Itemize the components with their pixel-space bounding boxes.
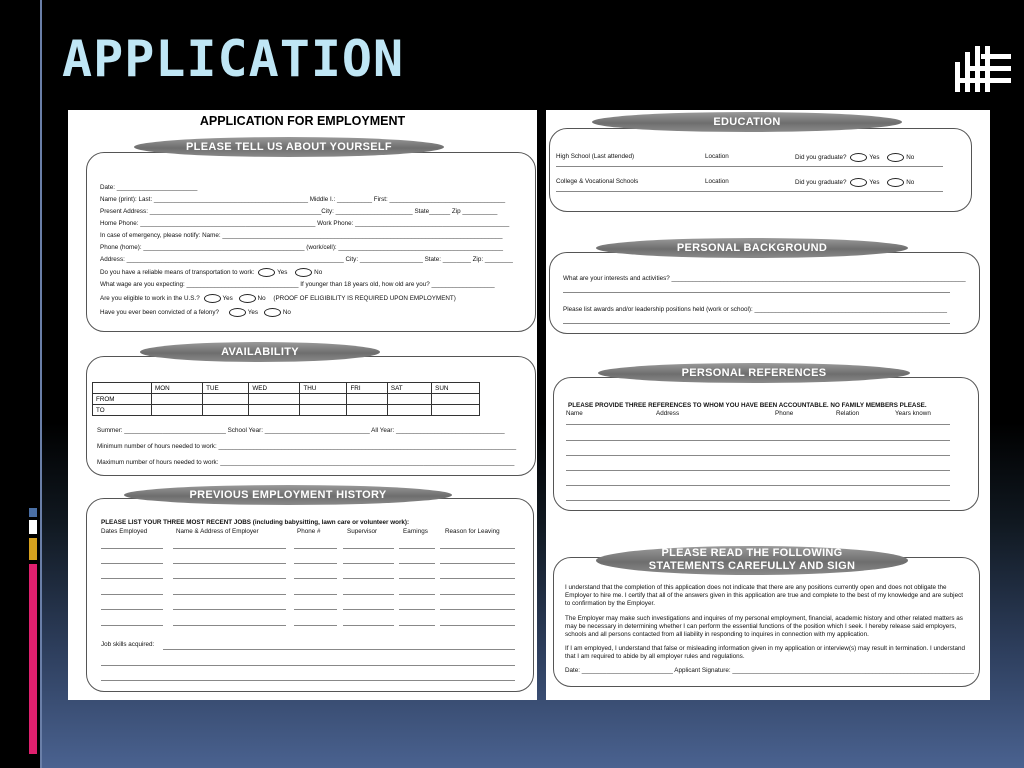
- job-entry-line[interactable]: [173, 563, 286, 564]
- job-entry-line[interactable]: [173, 625, 286, 626]
- col-grad-no-radio[interactable]: [887, 178, 904, 187]
- day-tue: TUE: [203, 383, 249, 394]
- accent-square-white: [29, 520, 37, 534]
- job-entry-line[interactable]: [440, 625, 515, 626]
- ref-col-address: Address: [656, 410, 680, 417]
- reference-entry-line[interactable]: [566, 470, 950, 471]
- form-title: APPLICATION FOR EMPLOYMENT: [199, 114, 406, 128]
- job-entry-line[interactable]: [173, 594, 286, 595]
- job-entry-line[interactable]: [101, 625, 163, 626]
- col-grad-yes-radio[interactable]: [850, 178, 867, 187]
- hs-grad-yes-radio[interactable]: [850, 153, 867, 162]
- ref-col-relation: Relation: [836, 410, 860, 417]
- college-label: College & Vocational Schools: [556, 178, 639, 185]
- eligibility-question: Are you eligible to work in the U.S.? Yes No (PROOF OF ELIGIBILITY IS REQUIRED UPON EMPLOYMENT): [100, 295, 456, 303]
- form-page-left: [68, 110, 537, 700]
- job-entry-line[interactable]: [399, 563, 435, 564]
- name-field[interactable]: Name (print): Last: ____________________________________________ Middle I.: __________ First: _________________________________: [100, 196, 506, 203]
- accent-bar-pink: [29, 564, 37, 754]
- address-field[interactable]: Present Address: _________________________________________________City: ______________________ State______ Zip __________: [100, 208, 498, 215]
- eligible-yes-radio[interactable]: [204, 294, 221, 303]
- day-sun: SUN: [432, 383, 480, 394]
- decorative-lines-icon: [955, 46, 1011, 92]
- job-entry-line[interactable]: [294, 563, 337, 564]
- availability-header: AVAILABILITY: [140, 342, 380, 362]
- reference-entry-line[interactable]: [566, 440, 950, 441]
- transport-no-radio[interactable]: [295, 268, 312, 277]
- interests-line[interactable]: [563, 292, 950, 293]
- transport-yes-radio[interactable]: [258, 268, 275, 277]
- job-entry-line[interactable]: [343, 563, 394, 564]
- job-entry-line[interactable]: [294, 609, 337, 610]
- felony-no-radio[interactable]: [264, 308, 281, 317]
- date-field[interactable]: Date: _______________________: [100, 184, 198, 191]
- education-header: EDUCATION: [592, 112, 902, 132]
- highschool-graduate: Did you graduate? Yes No: [795, 154, 915, 162]
- transport-question: Do you have a reliable means of transportation to work: Yes No: [100, 269, 323, 277]
- row-from: FROM: [93, 394, 152, 405]
- max-hours-field[interactable]: Maximum number of hours needed to work: ____________________________________________________________________________________: [97, 459, 515, 466]
- highschool-line[interactable]: [556, 166, 943, 167]
- about-section: [86, 152, 536, 332]
- job-entry-line[interactable]: [343, 548, 394, 549]
- felony-question: Have you ever been convicted of a felony? Yes No: [100, 309, 291, 317]
- eligible-no-radio[interactable]: [239, 294, 256, 303]
- job-entry-line[interactable]: [101, 563, 163, 564]
- education-section: [549, 128, 972, 212]
- job-entry-line[interactable]: [294, 578, 337, 579]
- college-graduate: Did you graduate? Yes No: [795, 179, 915, 187]
- job-entry-line[interactable]: [101, 548, 163, 549]
- employment-instruction: PLEASE LIST YOUR THREE MOST RECENT JOBS (including babysitting, lawn care or volunteer work):: [101, 519, 410, 526]
- ref-col-name: Name: [566, 410, 583, 417]
- col-reason: Reason for Leaving: [445, 528, 500, 535]
- job-entry-line[interactable]: [173, 609, 286, 610]
- job-entry-line[interactable]: [343, 578, 394, 579]
- statement-paragraph-2: The Employer may make such investigations and inquires of my personal employment, financial, academic history and other related matters as may be necessary in determining whether I can perform the essential functions of the position which I seek. I hereby release said employers, schools and all persons contacted from all liability in responding to inquires in connection with my application.: [565, 615, 963, 638]
- job-entry-line[interactable]: [343, 609, 394, 610]
- job-entry-line[interactable]: [440, 594, 515, 595]
- job-entry-line[interactable]: [399, 594, 435, 595]
- job-skills-line-2[interactable]: [101, 665, 515, 666]
- job-entry-line[interactable]: [173, 548, 286, 549]
- job-entry-line[interactable]: [173, 578, 286, 579]
- interests-field[interactable]: What are your interests and activities? ____________________________________________________________________________________: [563, 275, 966, 282]
- job-entry-line[interactable]: [399, 609, 435, 610]
- col-dates: Dates Employed: [101, 528, 148, 535]
- employment-header: PREVIOUS EMPLOYMENT HISTORY: [124, 485, 452, 505]
- day-wed: WED: [249, 383, 300, 394]
- col-employer: Name & Address of Employer: [176, 528, 259, 535]
- job-skills-line-3[interactable]: [101, 680, 515, 681]
- statement-paragraph-3: If I am employed, I understand that false or misleading information given in my application or interview(s) may result in termination. I understand that I am required to abide by all employer rules and regulations.: [565, 645, 966, 660]
- reference-entry-line[interactable]: [566, 500, 950, 501]
- about-header: PLEASE TELL US ABOUT YOURSELF: [134, 137, 444, 157]
- job-entry-line[interactable]: [101, 594, 163, 595]
- job-entry-line[interactable]: [399, 625, 435, 626]
- job-entry-line[interactable]: [440, 563, 515, 564]
- slide-title: APPLICATION: [62, 30, 405, 88]
- emergency-name-field[interactable]: In case of emergency, please notify: Name: ________________________________________________________________________________: [100, 232, 503, 239]
- col-phone: Phone #: [297, 528, 321, 535]
- highschool-label: High School (Last attended): [556, 153, 635, 160]
- job-entry-line[interactable]: [294, 548, 337, 549]
- job-entry-line[interactable]: [343, 625, 394, 626]
- day-thu: THU: [300, 383, 347, 394]
- wage-field[interactable]: What wage are you expecting: ________________________________ If younger than 18 years old, how old are you? __________________: [100, 281, 495, 288]
- hs-grad-no-radio[interactable]: [887, 153, 904, 162]
- day-fri: FRI: [347, 383, 387, 394]
- job-skills-line-1[interactable]: [163, 649, 515, 650]
- accent-square-blue: [29, 508, 37, 517]
- references-instruction: PLEASE PROVIDE THREE REFERENCES TO WHOM YOU HAVE BEEN ACCOUNTABLE. NO FAMILY MEMBERS PLEASE.: [568, 402, 927, 409]
- job-entry-line[interactable]: [101, 609, 163, 610]
- references-header: PERSONAL REFERENCES: [598, 363, 910, 383]
- col-supervisor: Supervisor: [347, 528, 378, 535]
- emergency-phone-field[interactable]: Phone (home): ______________________________________________ (work/cell): _______________________________________________: [100, 244, 504, 251]
- job-entry-line[interactable]: [101, 578, 163, 579]
- day-sat: SAT: [387, 383, 431, 394]
- min-hours-field[interactable]: Minimum number of hours needed to work: _____________________________________________________________________________________: [97, 443, 517, 450]
- felony-yes-radio[interactable]: [229, 308, 246, 317]
- job-entry-line[interactable]: [440, 548, 515, 549]
- background-header: PERSONAL BACKGROUND: [596, 238, 908, 258]
- college-line[interactable]: [556, 191, 943, 192]
- emergency-address-field[interactable]: Address: ______________________________________________________________ City: __________________ State: ________ Zip: ________: [100, 256, 513, 263]
- awards-field[interactable]: Please list awards and/or leadership positions held (work or school): _______________________________________________________: [563, 306, 948, 313]
- references-section: [553, 377, 979, 511]
- job-entry-line[interactable]: [440, 578, 515, 579]
- job-entry-line[interactable]: [294, 594, 337, 595]
- day-mon: MON: [152, 383, 203, 394]
- job-entry-line[interactable]: [343, 594, 394, 595]
- form-page-right: [546, 110, 990, 700]
- job-entry-line[interactable]: [440, 609, 515, 610]
- signature-field[interactable]: Date: __________________________ Applicant Signature: _____________________________________________________________________: [565, 667, 975, 674]
- summer-field[interactable]: Summer: _____________________________ School Year: ______________________________ All Year: _______________________________: [97, 427, 505, 434]
- ref-col-phone: Phone: [775, 410, 794, 417]
- college-location: Location: [705, 178, 729, 185]
- left-divider: [40, 0, 42, 768]
- background-section: [549, 252, 980, 334]
- job-entry-line[interactable]: [294, 625, 337, 626]
- availability-section: [86, 356, 536, 476]
- row-to: TO: [93, 405, 152, 416]
- reference-entry-line[interactable]: [566, 485, 950, 486]
- statements-header: PLEASE READ THE FOLLOWING STATEMENTS CAREFULLY AND SIGN: [596, 546, 908, 575]
- phone-field[interactable]: Home Phone: __________________________________________________ Work Phone: ____________________________________________: [100, 220, 510, 227]
- reference-entry-line[interactable]: [566, 455, 950, 456]
- col-earnings: Earnings: [403, 528, 428, 535]
- job-skills-label: Job skills acquired:: [101, 641, 155, 648]
- availability-table: [92, 382, 480, 416]
- ref-col-years: Years known: [895, 410, 931, 417]
- awards-line[interactable]: [563, 323, 950, 324]
- job-entry-line[interactable]: [399, 578, 435, 579]
- highschool-location: Location: [705, 153, 729, 160]
- reference-entry-line[interactable]: [566, 424, 950, 425]
- accent-square-gold: [29, 538, 37, 560]
- job-entry-line[interactable]: [399, 548, 435, 549]
- statement-paragraph-1: I understand that the completion of this application does not indicate that there are any positions currently open and does not obligate the Employer to hire me. I certify that all of the answers given in this application are true and complete to the best of my knowledge and are subject to confirmation by the Employer.: [565, 584, 963, 607]
